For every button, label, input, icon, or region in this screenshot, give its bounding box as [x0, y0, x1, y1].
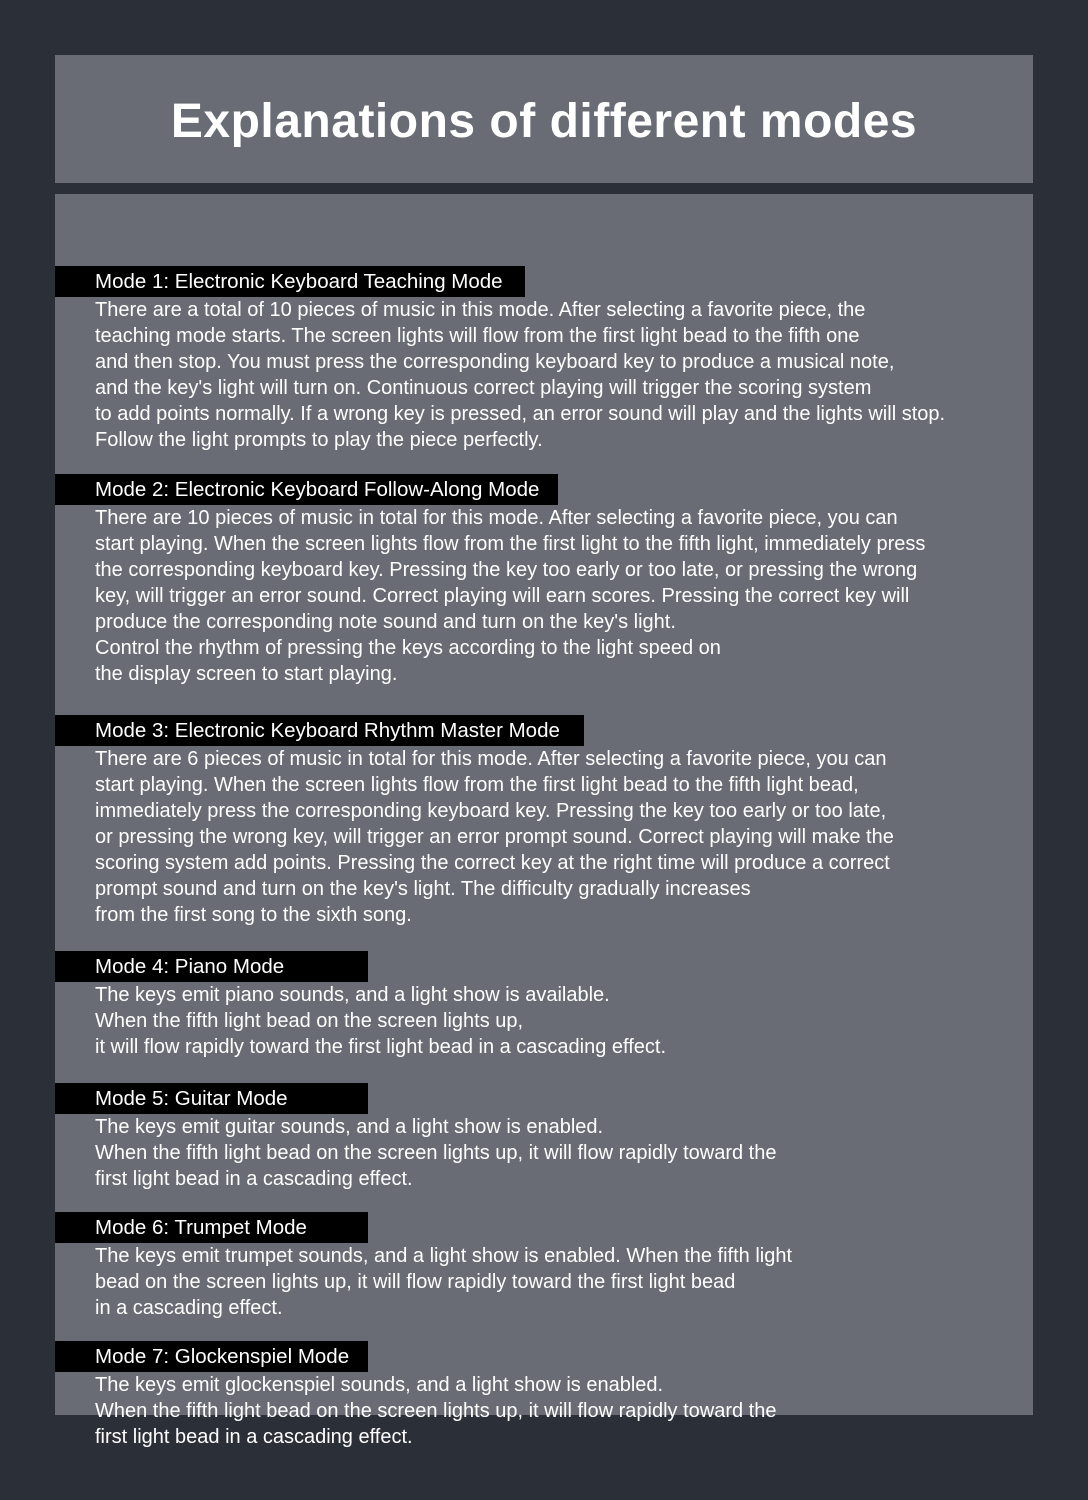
mode-title: Mode 7: Glockenspiel Mode — [55, 1341, 368, 1372]
mode-section-2 — [55, 474, 1033, 687]
card-header — [55, 55, 1033, 183]
mode-description — [55, 1114, 1033, 1192]
description-line: The keys emit trumpet sounds, and a light show is enabled. When the fifth light — [95, 1245, 793, 1267]
mode-title: Mode 2: Electronic Keyboard Follow-Along Mode — [55, 474, 558, 505]
page-title: Explanations of different modes — [170, 94, 918, 148]
description-line: or pressing the wrong key, will trigger an error prompt sound. Correct playing will make the — [95, 826, 894, 848]
mode-title: Mode 1: Electronic Keyboard Teaching Mode — [55, 266, 525, 297]
mode-section-1 — [55, 266, 1033, 453]
description-line: bead on the screen lights up, it will flow rapidly toward the first light bead — [95, 1271, 736, 1293]
description-line: first light bead in a cascading effect. — [95, 1426, 413, 1448]
mode-description — [55, 297, 1033, 453]
mode-title: Mode 4: Piano Mode — [55, 951, 368, 982]
description-line: it will flow rapidly toward the first light bead in a cascading effect. — [95, 1036, 667, 1058]
mode-section-4 — [55, 951, 1033, 1060]
description-line: scoring system add points. Pressing the correct key at the right time will produce a correct — [95, 852, 890, 874]
description-line: The keys emit piano sounds, and a light show is available. — [95, 984, 610, 1006]
description-line: start playing. When the screen lights flow from the first light bead to the fifth light bead, — [95, 774, 859, 796]
description-line: start playing. When the screen lights flow from the first light to the fifth light, immediately press — [95, 533, 926, 555]
description-line: When the fifth light bead on the screen lights up, it will flow rapidly toward the — [95, 1400, 777, 1422]
description-line: When the fifth light bead on the screen lights up, — [95, 1010, 524, 1032]
description-line: teaching mode starts. The screen lights will flow from the first light bead to the fifth one — [95, 325, 860, 347]
description-line: and then stop. You must press the corresponding keyboard key to produce a musical note, — [95, 351, 895, 373]
description-line: The keys emit glockenspiel sounds, and a light show is enabled. — [95, 1374, 664, 1396]
mode-title: Mode 5: Guitar Mode — [55, 1083, 368, 1114]
mode-description — [55, 746, 1033, 928]
description-line: to add points normally. If a wrong key is pressed, an error sound will play and the lights will stop. — [95, 403, 946, 425]
mode-description — [55, 1372, 1033, 1450]
description-line: in a cascading effect. — [95, 1297, 283, 1319]
description-line: the display screen to start playing. — [95, 663, 398, 685]
description-line: There are 6 pieces of music in total for this mode. After selecting a favorite piece, you can — [95, 748, 887, 770]
description-line: When the fifth light bead on the screen lights up, it will flow rapidly toward the — [95, 1142, 777, 1164]
modes-card — [55, 55, 1033, 1448]
description-line: Control the rhythm of pressing the keys according to the light speed on — [95, 637, 721, 659]
description-line: and the key's light will turn on. Continuous correct playing will trigger the scoring system — [95, 377, 872, 399]
modes-list — [55, 194, 1033, 1448]
mode-title: Mode 3: Electronic Keyboard Rhythm Master Mode — [55, 715, 584, 746]
description-line: from the first song to the sixth song. — [95, 904, 412, 926]
description-line: immediately press the corresponding keyboard key. Pressing the key too early or too late, — [95, 800, 887, 822]
description-line: prompt sound and turn on the key's light. The difficulty gradually increases — [95, 878, 751, 900]
mode-description — [55, 982, 1033, 1060]
mode-section-5 — [55, 1083, 1033, 1192]
description-line: key, will trigger an error sound. Correct playing will earn scores. Pressing the correct key will — [95, 585, 910, 607]
description-line: the corresponding keyboard key. Pressing the key too early or too late, or pressing the wrong — [95, 559, 918, 581]
header-divider — [55, 183, 1033, 194]
description-line: first light bead in a cascading effect. — [95, 1168, 413, 1190]
mode-section-7 — [55, 1341, 1033, 1450]
mode-section-6 — [55, 1212, 1033, 1321]
description-line: There are 10 pieces of music in total for this mode. After selecting a favorite piece, you can — [95, 507, 898, 529]
mode-section-3 — [55, 715, 1033, 928]
mode-description — [55, 1243, 1033, 1321]
description-line: produce the corresponding note sound and turn on the key's light. — [95, 611, 676, 633]
description-line: Follow the light prompts to play the piece perfectly. — [95, 429, 543, 451]
mode-title: Mode 6: Trumpet Mode — [55, 1212, 368, 1243]
description-line: The keys emit guitar sounds, and a light show is enabled. — [95, 1116, 604, 1138]
description-line: There are a total of 10 pieces of music in this mode. After selecting a favorite piece, the — [95, 299, 866, 321]
mode-description — [55, 505, 1033, 687]
